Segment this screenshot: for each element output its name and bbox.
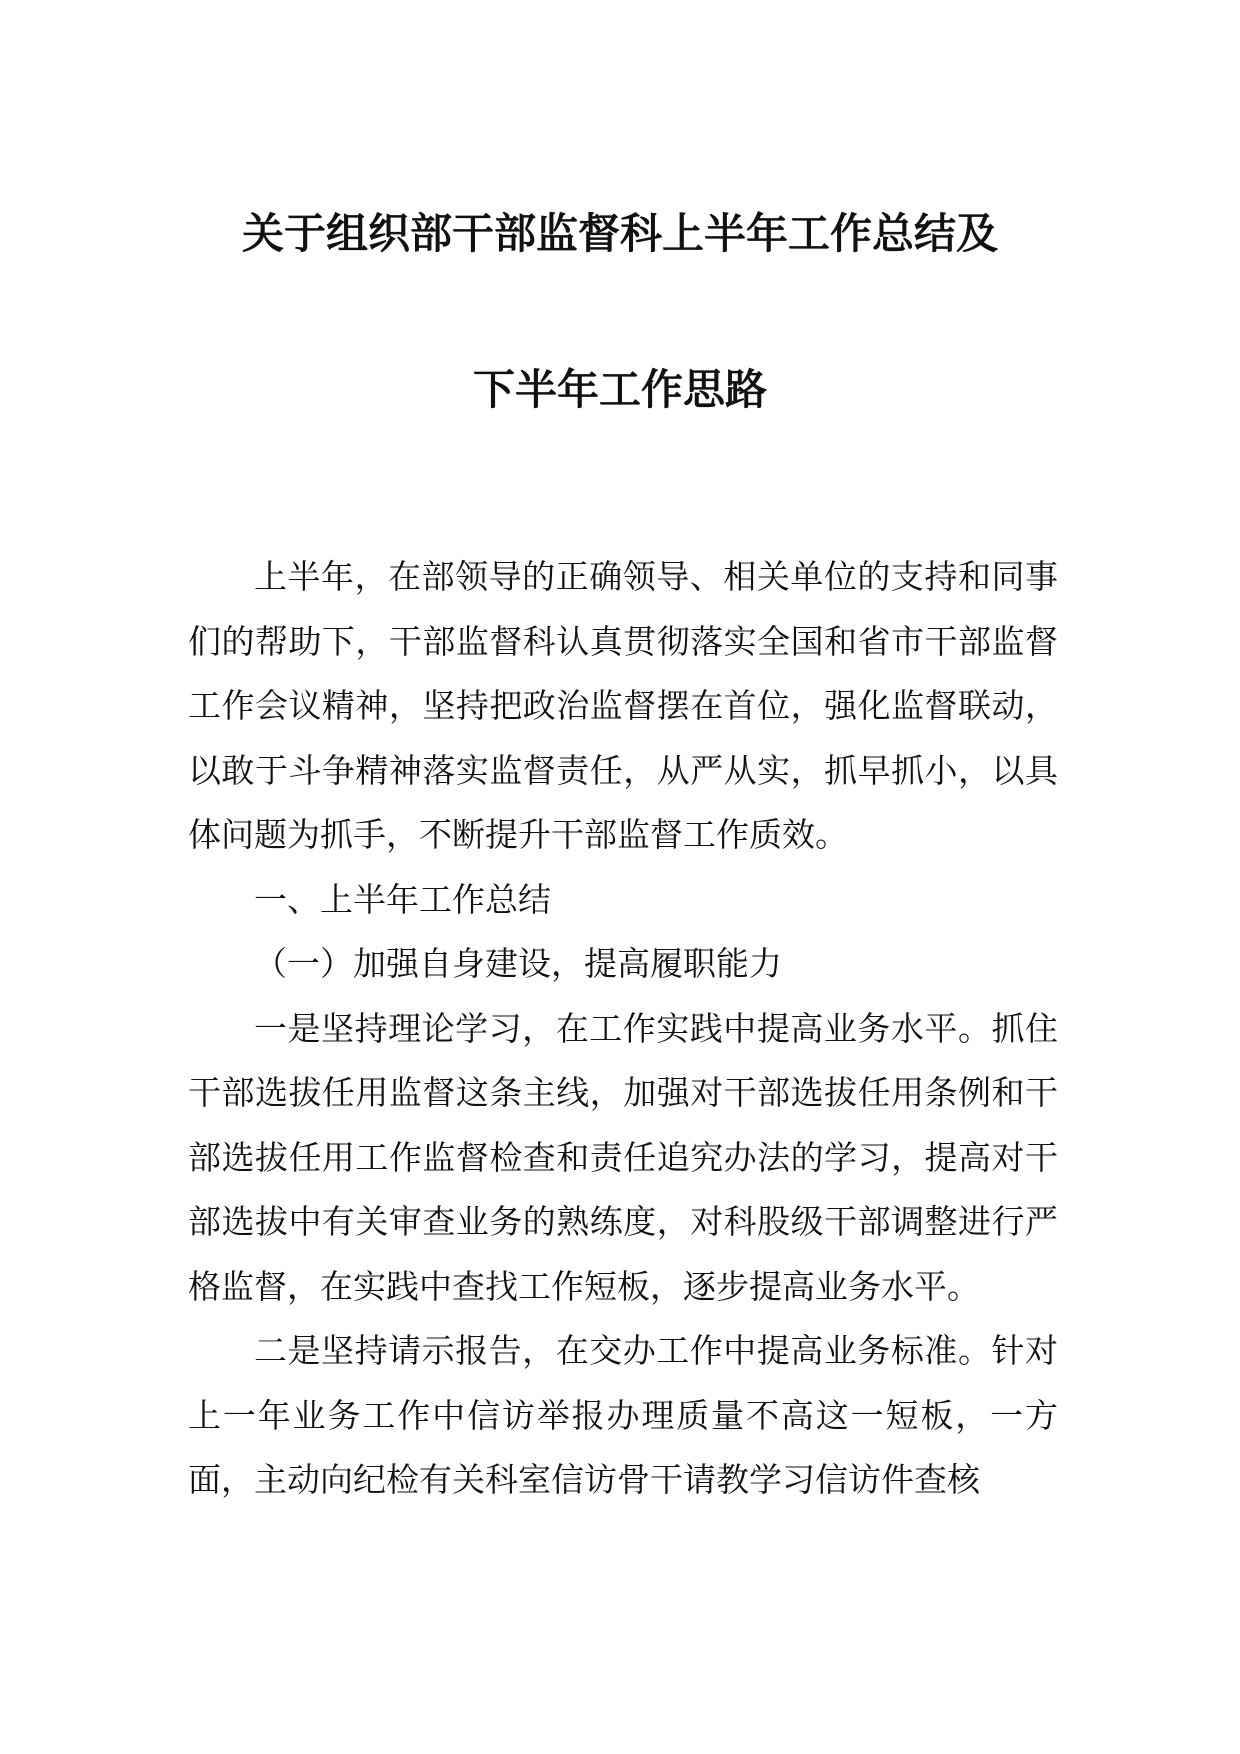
section-heading: 一、上半年工作总结 [254, 879, 551, 919]
point-two-paragraph: 二是坚持请示报告，在交办工作中提高业务标准。针对上一年业务工作中信访举报办理质量不高这一短板，一方面，主动向纪检有关科室信访骨干请教学习信访件查核 [188, 1331, 1058, 1499]
document-body [188, 545, 1058, 1513]
intro-paragraph: 上半年，在部领导的正确领导、相关单位的支持和同事们的帮助下，干部监督科认真贯彻落实全国和省市干部监督工作会议精神，坚持把政治监督摆在首位，强化监督联动，以敢于斗争精神落实监督责任，从严从实，抓早抓小，以具体问题为抓手，不断提升干部监督工作质效。 [188, 557, 1058, 854]
document-title-line-1: 关于组织部干部监督科上半年工作总结及 [241, 209, 998, 258]
point-one-paragraph: 一是坚持理论学习，在工作实践中提高业务水平。抓住干部选拔任用监督这条主线，加强对干部选拔任用条例和干部选拔任用工作监督检查和责任追究办法的学习，提高对干部选拔中有关审查业务的熟练度，对科股级干部调整进行严格监督，在实践中查找工作短板，逐步提高业务水平。 [188, 1008, 1058, 1306]
document-title-line-2: 下半年工作思路 [472, 365, 767, 414]
subsection-heading: （一）加强自身建设，提高履职能力 [254, 944, 782, 983]
